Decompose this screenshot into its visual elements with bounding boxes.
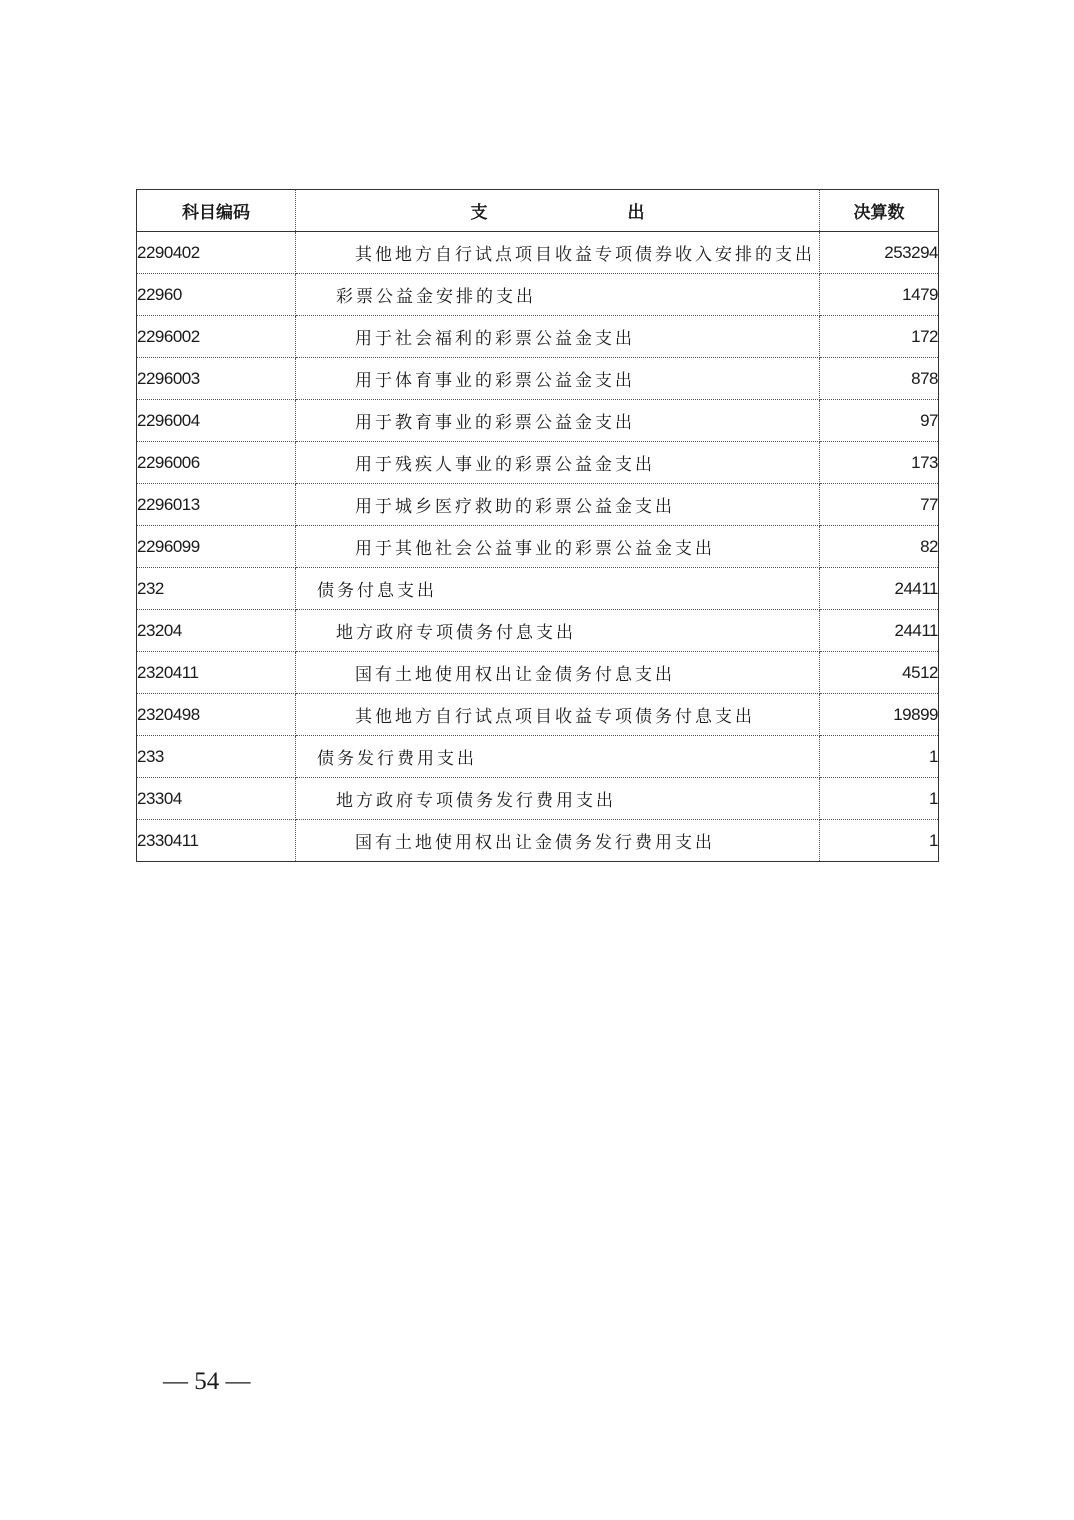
row-code: 2320411	[137, 652, 296, 694]
row-code: 2296013	[137, 484, 296, 526]
table-row	[137, 274, 939, 316]
row-code: 2296006	[137, 442, 296, 484]
header-amount: 决算数	[820, 190, 939, 232]
row-amount: 173	[820, 442, 939, 484]
table-row	[137, 316, 939, 358]
row-code: 23304	[137, 778, 296, 820]
table-row	[137, 400, 939, 442]
header-expenditure	[296, 190, 820, 232]
row-amount: 82	[820, 526, 939, 568]
row-amount: 77	[820, 484, 939, 526]
row-amount: 4512	[820, 652, 939, 694]
row-amount: 1	[820, 778, 939, 820]
table-row	[137, 610, 939, 652]
table-body	[137, 232, 939, 862]
table-row	[137, 778, 939, 820]
row-amount: 1	[820, 820, 939, 862]
row-code: 2296004	[137, 400, 296, 442]
row-name: 国有土地使用权出让金债务付息支出	[296, 652, 820, 694]
table-row	[137, 820, 939, 862]
row-name: 国有土地使用权出让金债务发行费用支出	[296, 820, 820, 862]
row-code: 23204	[137, 610, 296, 652]
header-expenditure-left: 支	[470, 203, 488, 223]
row-name: 用于教育事业的彩票公益金支出	[296, 400, 820, 442]
row-code: 2296003	[137, 358, 296, 400]
table-header-row	[137, 190, 939, 232]
row-name: 用于残疾人事业的彩票公益金支出	[296, 442, 820, 484]
row-amount: 253294	[820, 232, 939, 274]
row-code: 2320498	[137, 694, 296, 736]
row-name: 用于城乡医疗救助的彩票公益金支出	[296, 484, 820, 526]
row-name: 地方政府专项债务付息支出	[296, 610, 820, 652]
row-name: 用于其他社会公益事业的彩票公益金支出	[296, 526, 820, 568]
row-name: 债务付息支出	[296, 568, 820, 610]
row-amount: 878	[820, 358, 939, 400]
table-row	[137, 358, 939, 400]
row-code: 2296099	[137, 526, 296, 568]
table-row	[137, 694, 939, 736]
table-row	[137, 526, 939, 568]
row-amount: 172	[820, 316, 939, 358]
row-name: 地方政府专项债务发行费用支出	[296, 778, 820, 820]
row-amount: 24411	[820, 568, 939, 610]
table-row	[137, 568, 939, 610]
table-row	[137, 736, 939, 778]
row-amount: 19899	[820, 694, 939, 736]
row-name: 其他地方自行试点项目收益专项债券收入安排的支出	[296, 232, 820, 274]
row-name: 彩票公益金安排的支出	[296, 274, 820, 316]
table-row	[137, 652, 939, 694]
row-name: 债务发行费用支出	[296, 736, 820, 778]
row-amount: 1	[820, 736, 939, 778]
row-name: 用于社会福利的彩票公益金支出	[296, 316, 820, 358]
row-code: 2296002	[137, 316, 296, 358]
row-name: 其他地方自行试点项目收益专项债务付息支出	[296, 694, 820, 736]
header-code: 科目编码	[137, 190, 296, 232]
table-row	[137, 442, 939, 484]
row-code: 2330411	[137, 820, 296, 862]
page-number: — 54 —	[163, 1368, 251, 1395]
row-amount: 24411	[820, 610, 939, 652]
row-amount: 1479	[820, 274, 939, 316]
row-code: 22960	[137, 274, 296, 316]
row-code: 2290402	[137, 232, 296, 274]
row-name: 用于体育事业的彩票公益金支出	[296, 358, 820, 400]
row-code: 232	[137, 568, 296, 610]
row-code: 233	[137, 736, 296, 778]
expenditure-table	[136, 189, 939, 862]
row-amount: 97	[820, 400, 939, 442]
header-expenditure-right: 出	[627, 203, 645, 223]
table-row	[137, 232, 939, 274]
table-row	[137, 484, 939, 526]
